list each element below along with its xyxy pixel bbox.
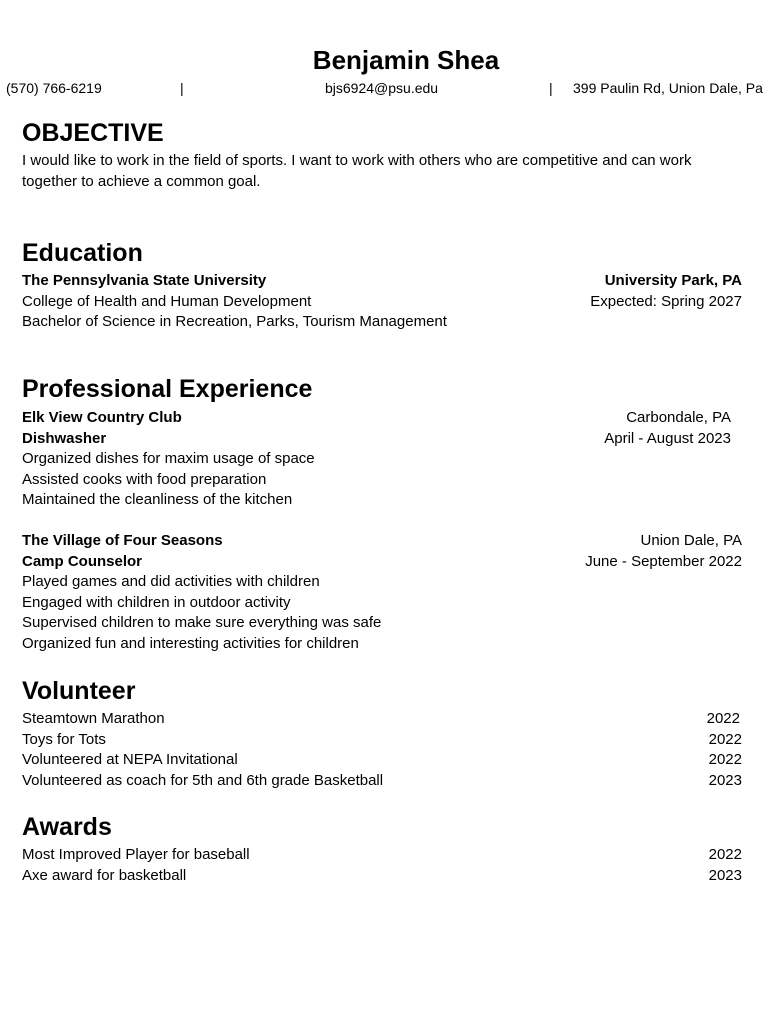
school-location: University Park, PA [604,272,742,289]
duty-item: Engaged with children in outdoor activity [22,593,291,611]
school-name: The Pennsylvania State University [22,272,267,289]
employer-location: Union Dale, PA [640,532,742,549]
volunteer-year: 2023 [708,771,742,789]
employer-location: Carbondale, PA [626,409,731,426]
duty-item: Assisted cooks with food preparation [22,470,267,488]
expected-graduation: Expected: Spring 2027 [590,293,742,310]
volunteer-item: Toys for Tots [22,730,106,748]
job-dates: June - September 2022 [585,553,742,570]
duty-item: Played games and did activities with children [22,573,320,590]
award-years [709,845,742,886]
objective-text [22,151,691,192]
volunteer-item: Steamtown Marathon [22,710,165,727]
job-dates: April - August 2023 [604,430,731,447]
experience-heading: Professional Experience [22,375,313,403]
award-item: Axe award for basketball [22,866,187,884]
award-item: Most Improved Player for baseball [22,846,250,863]
job-duties [22,449,315,511]
awards-heading: Awards [22,813,112,841]
award-year: 2023 [708,866,742,884]
education-heading: Education [22,239,143,267]
duty-item: Supervised children to make sure everything was safe [22,614,382,631]
award-year: 2022 [708,846,742,863]
college-name: College of Health and Human Development [22,293,312,310]
duty-item: Maintained the cleanliness of the kitchen [22,491,293,508]
volunteer-item: Volunteered at NEPA Invitational [22,751,238,768]
volunteer-list [22,709,383,791]
volunteer-year: 2022 [706,710,740,727]
volunteer-year: 2022 [708,730,742,748]
objective-heading: OBJECTIVE [22,119,164,147]
contact-separator: | [180,80,184,96]
objective-line: together to achieve a common goal. [22,172,261,190]
duty-item: Organized fun and interesting activities for children [22,634,359,652]
objective-line: I would like to work in the field of sports. I want to work with others who are competitive and can work [22,152,692,169]
volunteer-years [707,709,742,791]
degree-name: Bachelor of Science in Recreation, Parks, Tourism Management [22,313,447,330]
awards-list [22,845,250,886]
job-duties [22,572,381,654]
email-address: bjs6924@psu.edu [325,80,439,96]
job-title: Camp Counselor [22,553,143,570]
duty-item: Organized dishes for maxim usage of space [22,450,315,467]
phone-number: (570) 766-6219 [6,80,102,96]
employer-name: The Village of Four Seasons [22,532,223,549]
contact-separator: | [549,80,553,96]
volunteer-heading: Volunteer [22,677,136,705]
resume-name: Benjamin Shea [312,45,500,75]
job-title: Dishwasher [22,430,107,447]
home-address: 399 Paulin Rd, Union Dale, Pa [573,80,763,96]
volunteer-year: 2022 [708,751,742,768]
employer-name: Elk View Country Club [22,409,182,426]
volunteer-item: Volunteered as coach for 5th and 6th grade Basketball [22,771,384,789]
